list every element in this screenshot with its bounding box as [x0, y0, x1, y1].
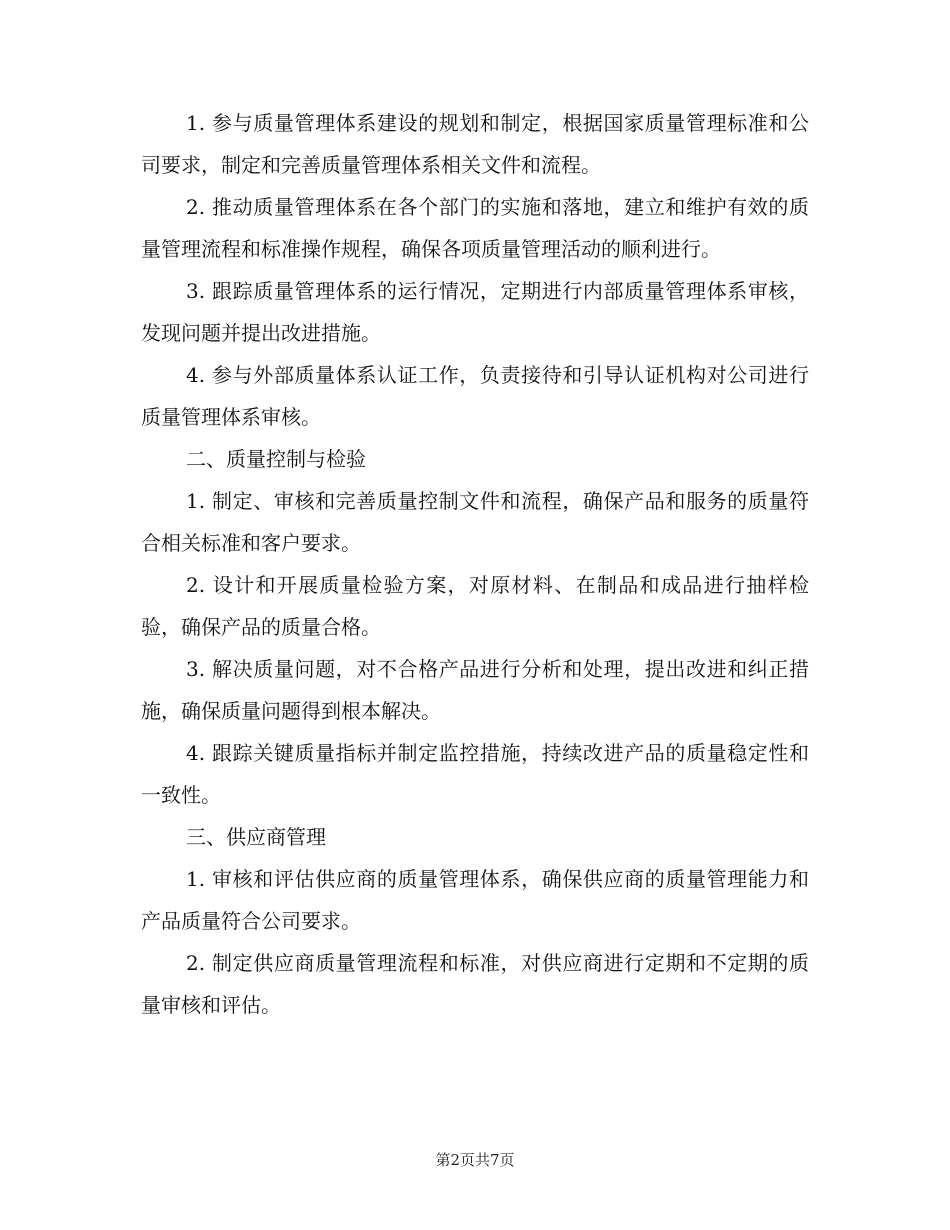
paragraph-5: 1. 制定、审核和完善质量控制文件和流程，确保产品和服务的质量符合相关标准和客户要求。 — [141, 489, 809, 555]
paragraph-2: 2. 推动质量管理体系在各个部门的实施和落地，建立和维护有效的质量管理流程和标准操作规程，确保各项质量管理活动的顺利进行。 — [141, 195, 809, 261]
paragraph-6: 2. 设计和开展质量检验方案，对原材料、在制品和成品进行抽样检验，确保产品的质量合格。 — [141, 573, 809, 639]
paragraph-1: 1. 参与质量管理体系建设的规划和制定，根据国家质量管理标准和公司要求，制定和完善质量管理体系相关文件和流程。 — [141, 111, 809, 177]
paragraph-10: 2. 制定供应商质量管理流程和标准，对供应商进行定期和不定期的质量审核和评估。 — [141, 951, 809, 1017]
paragraph-8: 4. 跟踪关键质量指标并制定监控措施，持续改进产品的质量稳定性和一致性。 — [141, 741, 809, 807]
paragraph-4: 4. 参与外部质量体系认证工作，负责接待和引导认证机构对公司进行质量管理体系审核。 — [141, 363, 809, 429]
paragraph-3: 3. 跟踪质量管理体系的运行情况，定期进行内部质量管理体系审核，发现问题并提出改进措施。 — [141, 279, 809, 345]
paragraph-7: 3. 解决质量问题，对不合格产品进行分析和处理，提出改进和纠正措施，确保质量问题得到根本解决。 — [141, 657, 809, 723]
section-heading-supplier-management: 三、供应商管理 — [186, 825, 326, 849]
section-heading-quality-control: 二、质量控制与检验 — [186, 447, 366, 471]
page-number: 第2页共7页 — [435, 1151, 515, 1169]
document-body — [141, 102, 809, 1026]
paragraph-9: 1. 审核和评估供应商的质量管理体系，确保供应商的质量管理能力和产品质量符合公司要求。 — [141, 867, 809, 933]
